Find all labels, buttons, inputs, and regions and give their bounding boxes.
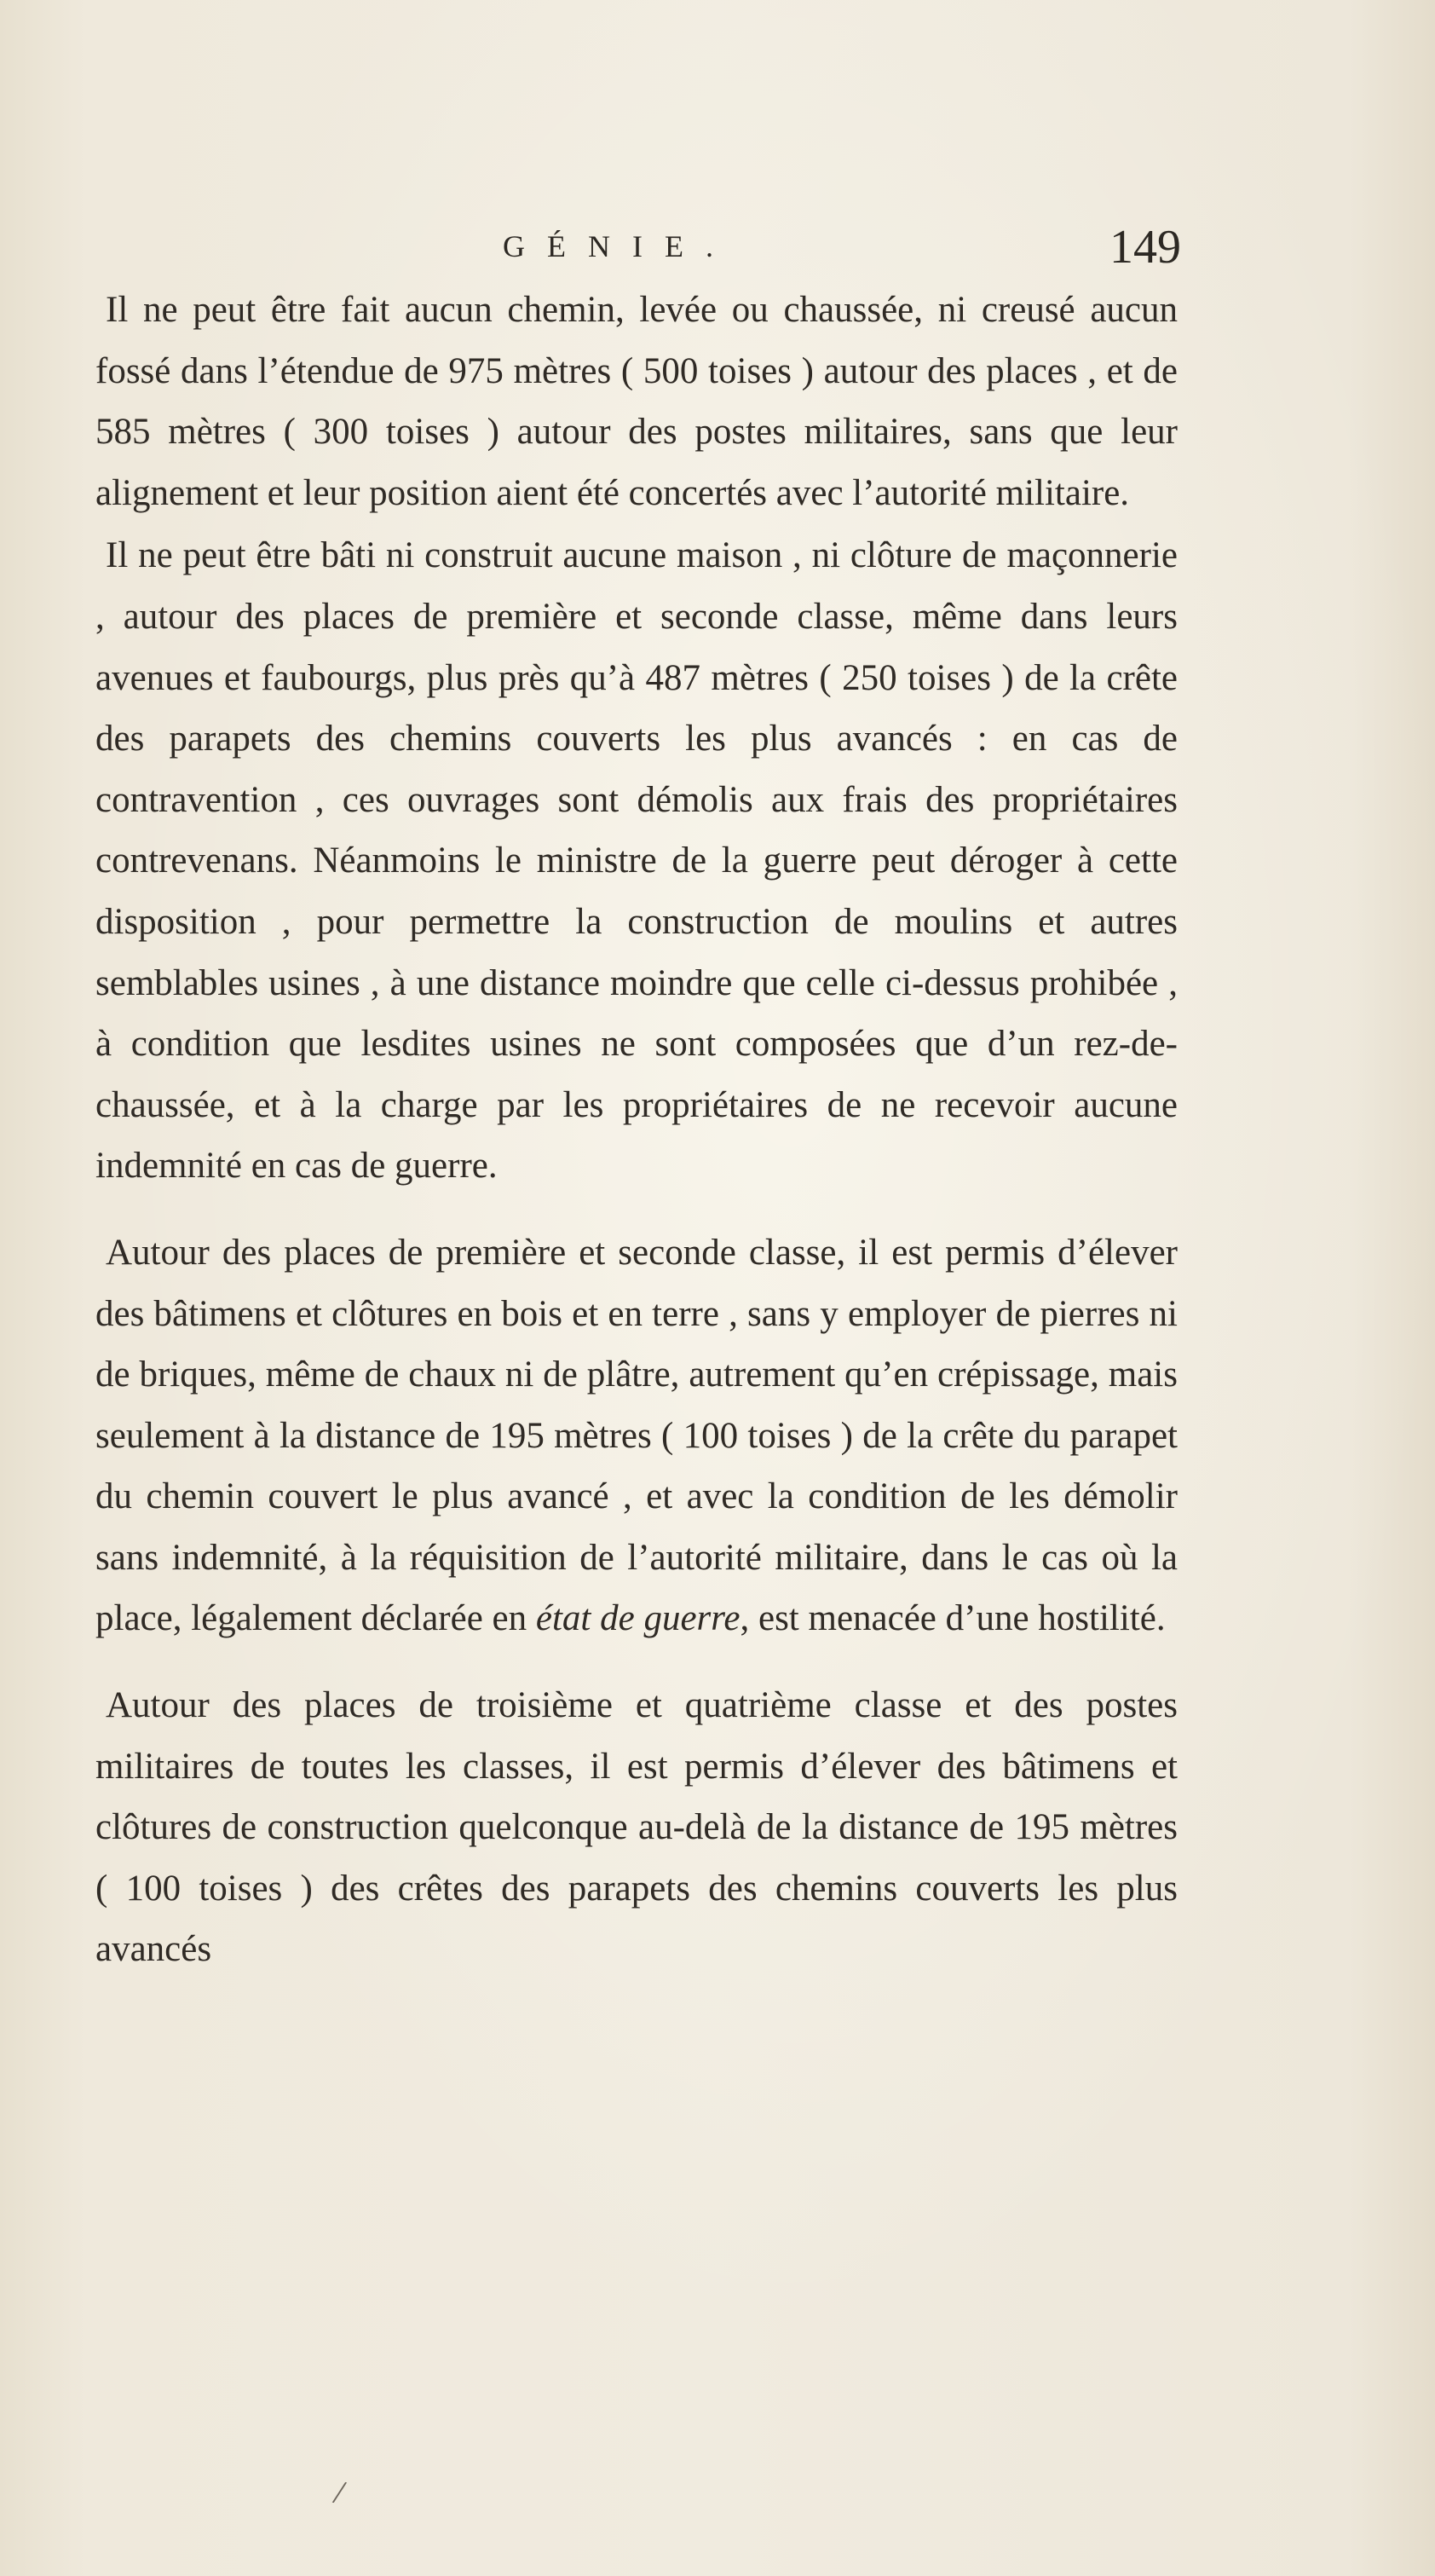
page-header bbox=[0, 220, 1435, 288]
paragraph-4: Autour des places de troisième et quatrième classe et des postes militaires de toutes les classes, il est permis d’élever des bâtimens et clôtures de construction quelconque au-delà de la distance de 195 mètres ( 100 toises ) des crêtes des parapets des chemins couverts les plus avancés bbox=[95, 1685, 1178, 1970]
paragraph-2: Il ne peut être bâti ni construit aucune maison , ni clôture de maçonnerie , autour des places de première et seconde classe, même dans leurs avenues et faubourgs, plus près qu’à 487 mètres ( 250 toises ) de la crête des parapets des chemins couverts les plus avancés : en cas de contravention , ces ouvrages sont démolis aux frais des propriétaires contrevenans. Néanmoins le ministre de la guerre peut déroger à cette disposition , pour permettre la construction de moulins et autres semblables usines , à une distance moindre que celle ci-dessus prohibée , à condition que lesdites usines ne sont composées que d’un rez-de-chaussée, et à la charge par les propriétaires de ne recevoir aucune indemnité en cas de guerre. bbox=[95, 535, 1178, 1187]
paragraph-3: Autour des places de première et seconde classe, il est permis d’élever des bâtimens et clôtures en bois et en terre , sans y employer de pierres ni de briques, même de chaux ni de plâtre, autrement qu’en crépissage, mais seulement à la distance de 195 mètres ( 100 toises ) de la crête du parapet du chemin couvert le plus avancé , et avec la condition de les démolir sans indemnité, à la réquisition de l’autorité militaire, dans le cas où la place, légalement déclarée en état de guerre, est menacée d’une hostilité. bbox=[95, 1232, 1178, 1639]
body-text bbox=[95, 280, 1178, 1980]
paragraph-1: Il ne peut être fait aucun chemin, levée ou chaussée, ni creusé aucun fossé dans l’étendue de 975 mètres ( 500 toises ) autour des places , et de 585 mètres ( 300 toises ) autour des postes militaires, sans que leur alignement et leur position aient été concertés avec l’autorité militaire. bbox=[95, 290, 1178, 513]
margin-mark: / bbox=[330, 2472, 349, 2512]
running-head: GÉNIE. bbox=[503, 229, 735, 263]
page-number: 149 bbox=[1109, 221, 1181, 274]
